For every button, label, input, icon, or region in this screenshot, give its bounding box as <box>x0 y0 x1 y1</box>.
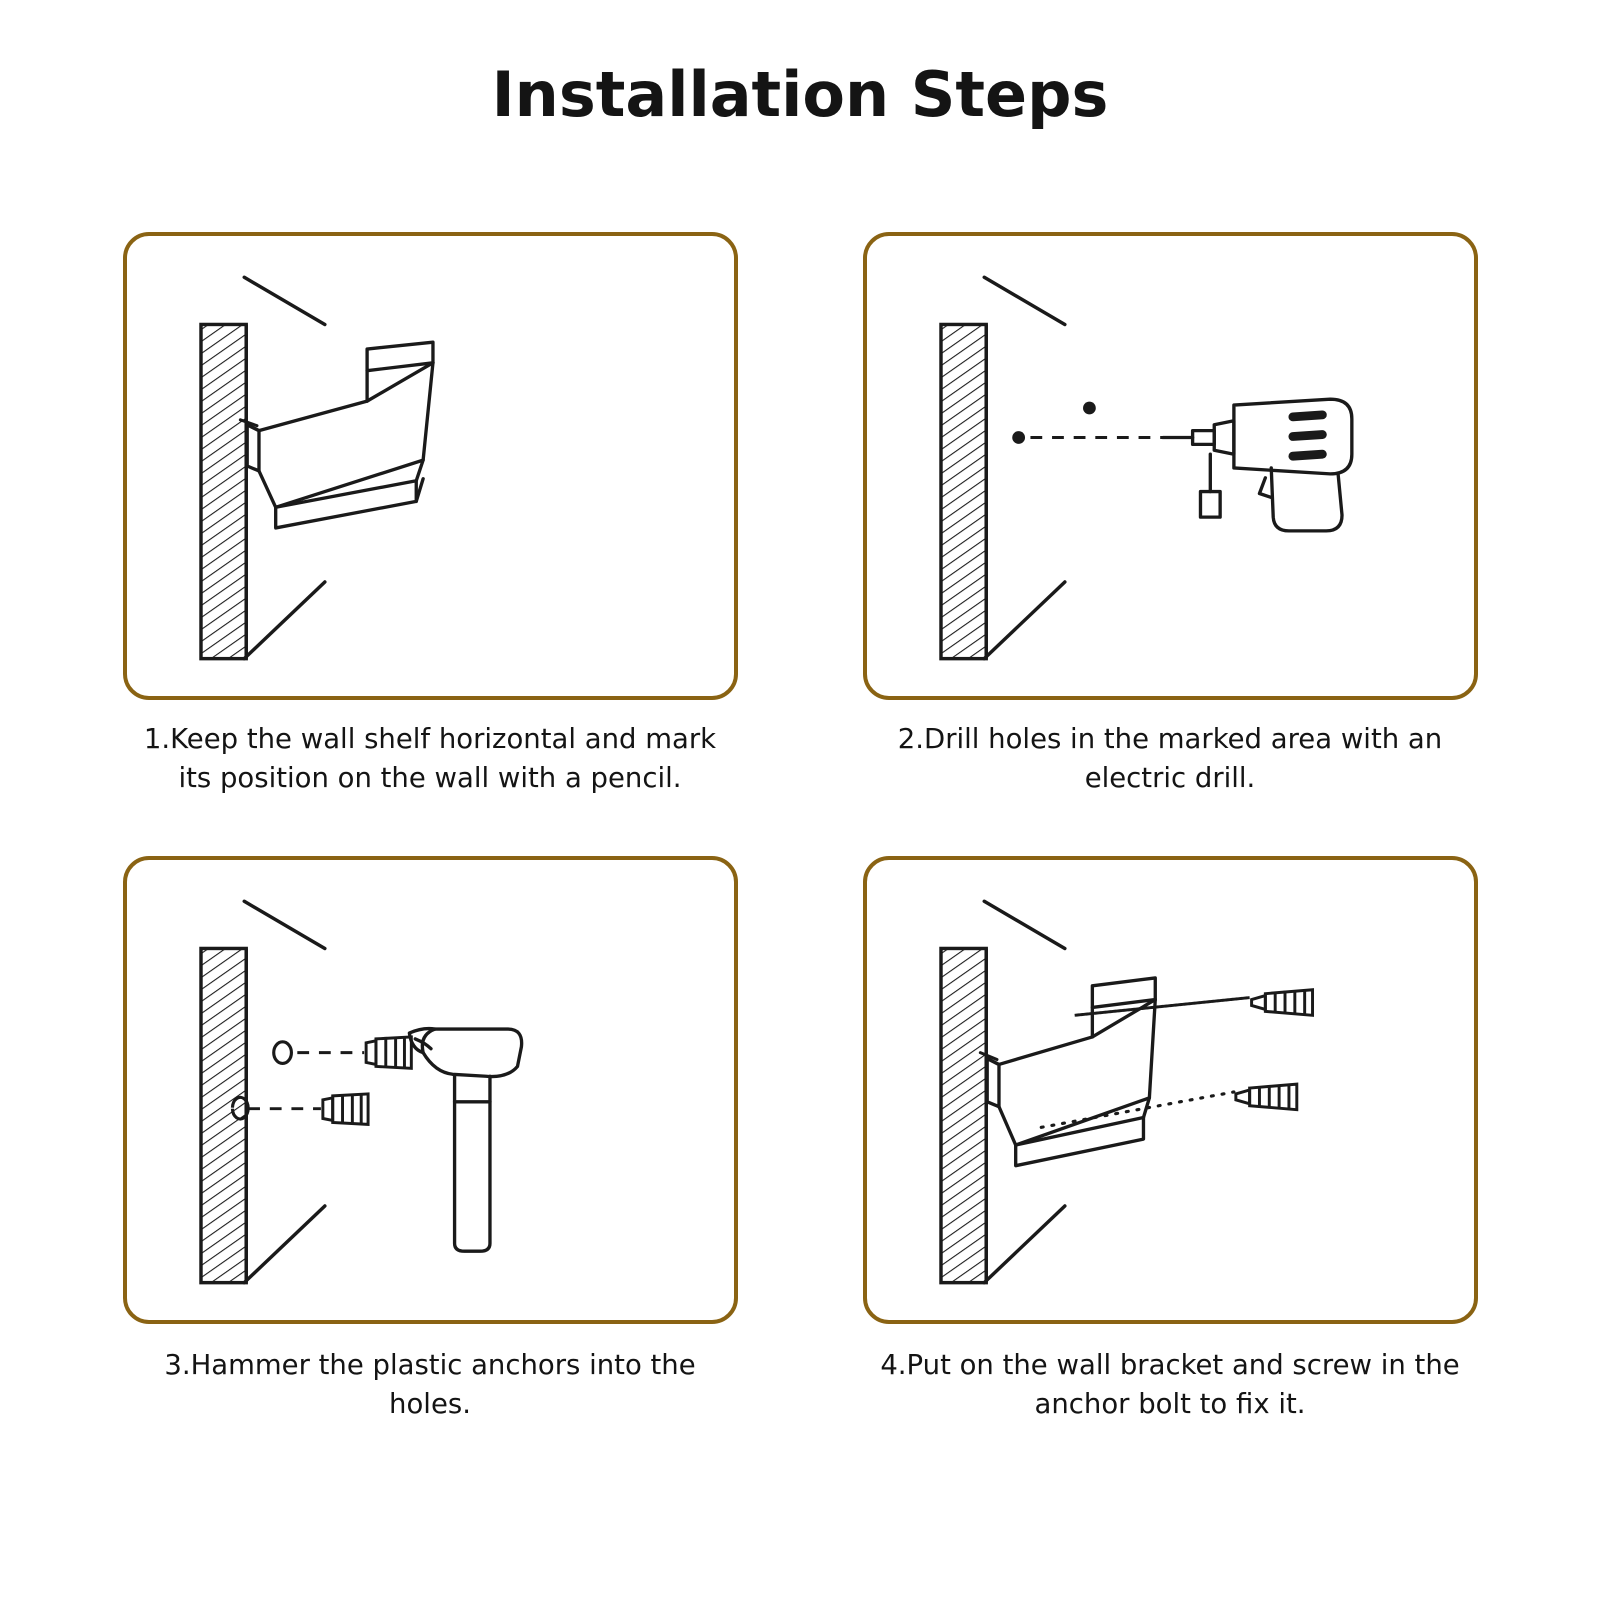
drill-marks <box>1012 402 1163 444</box>
hammer-anchors-illustration <box>127 860 734 1320</box>
step-2 <box>830 232 1510 798</box>
steps-grid <box>0 232 1600 1424</box>
page-title: Installation Steps <box>491 58 1109 131</box>
electric-drill-illustration <box>867 236 1474 696</box>
anchor-bolts <box>1041 990 1312 1128</box>
wall-cross-section <box>200 949 245 1283</box>
wall-cross-section <box>200 324 245 658</box>
step-4-panel <box>863 856 1478 1324</box>
step-4-caption: 4.Put on the wall bracket and screw in the anchor bolt to fix it. <box>880 1349 1460 1421</box>
step-1 <box>90 232 770 798</box>
wall-shelf-bracket <box>980 978 1155 1166</box>
step-4 <box>830 856 1510 1424</box>
electric-drill <box>1163 399 1352 531</box>
step-3-caption: 3.Hammer the plastic anchors into the holes. <box>164 1349 696 1421</box>
step-1-panel <box>123 232 738 700</box>
step-3-panel <box>123 856 738 1324</box>
step-2-panel <box>863 232 1478 700</box>
wall-cross-section <box>940 949 985 1283</box>
hammer <box>409 1029 521 1252</box>
step-2-caption: 2.Drill holes in the marked area with an electric drill. <box>897 723 1443 795</box>
anchor-dash-lines <box>248 1053 364 1109</box>
plastic-anchors <box>322 1037 410 1124</box>
wall-shelf-positioning-illustration <box>127 236 734 696</box>
step-3 <box>90 856 770 1424</box>
step-1-caption: 1.Keep the wall shelf horizontal and mark its position on the wall with a pencil. <box>143 723 717 795</box>
wall-cross-section <box>940 324 985 658</box>
wall-shelf-bracket <box>240 342 433 528</box>
bracket-screw-illustration <box>867 860 1474 1320</box>
